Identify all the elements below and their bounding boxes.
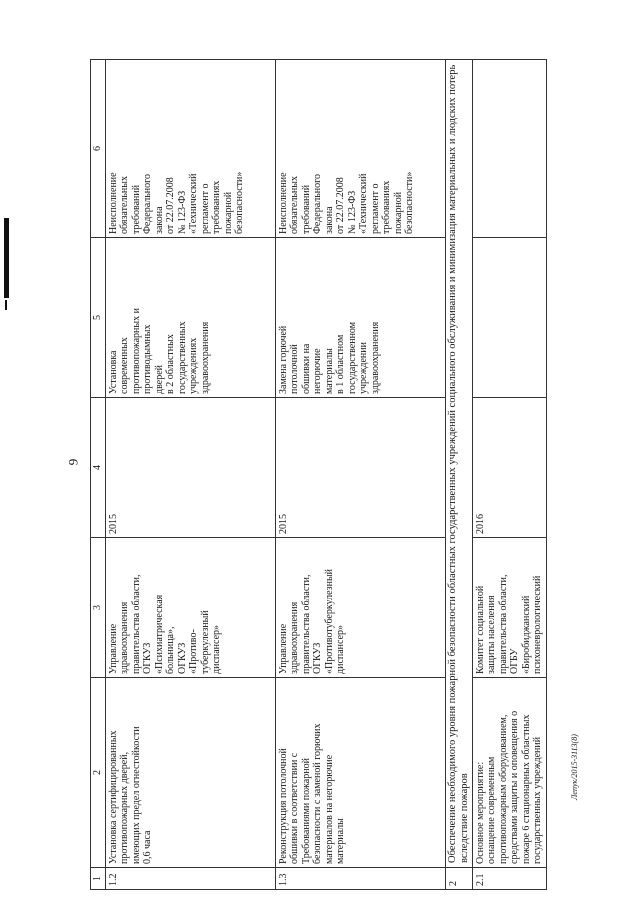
section-row <box>445 60 472 890</box>
header-row <box>91 60 106 890</box>
header-cell: 4 <box>91 398 106 538</box>
header-cell: 5 <box>91 238 106 398</box>
consequence-cell: Неисполнение обязательных требований Федерального закона от 22.07.2008 № 123-ФЗ «Технический регламент о требованиях пожарной безопасности» <box>105 60 275 238</box>
measure-cell: Основное мероприятие: оснащение современным противопожарным оборудованием, средствами защиты и оповещения о пожаре 6 стационарных областных государственных учреждений <box>472 678 546 868</box>
header-cell: 3 <box>91 538 106 678</box>
table-row <box>275 60 445 890</box>
executor-cell: Управление здравоохранения правительства области, ОГКУЗ «Психиатрическая больница», ОГКУЗ «Противо- туберкулезный диспансер» <box>105 538 275 678</box>
scan-artifact <box>4 218 9 298</box>
executor-cell: Комитет социальной защиты населения правительства области, ОГБУ «Биробиджанский психоневрологический <box>472 538 546 678</box>
measure-cell: Реконструкция потолочной обшивки в соответствии с Требованиями пожарной безопасности с заменой горючих материалов на негорючие материалы <box>275 678 445 868</box>
year-cell: 2015 <box>275 398 445 538</box>
executor-cell: Управление здравоохранения правительства области, ОГКУЗ «Противотуберкулезный диспансер» <box>275 538 445 678</box>
header-cell: 1 <box>91 868 106 890</box>
consequence-cell <box>472 60 546 238</box>
measures-table <box>90 59 547 890</box>
section-title: Обеспечение необходимого уровня пожарной безопасности областных государственных учреждений социального обслуживания и минимизация материальных и людских потерь вследствие пожаров <box>445 60 472 868</box>
header-cell: 2 <box>91 678 106 868</box>
section-number: 2 <box>445 868 472 890</box>
table-row <box>105 60 275 890</box>
header-cell: 6 <box>91 60 106 238</box>
result-cell: Установка современных противопожарных и противодымных дверей в 2 областных государственных учреждениях здравоохранения <box>105 238 275 398</box>
scan-artifact-small <box>5 300 7 310</box>
document-code: Лепук/2015-3113(8) <box>570 734 579 800</box>
row-number: 1.2 <box>105 868 275 890</box>
page-number: 9 <box>65 458 81 466</box>
result-cell <box>472 238 546 398</box>
rotated-table-container <box>90 60 544 890</box>
table-row <box>472 60 546 890</box>
year-cell: 2016 <box>472 398 546 538</box>
row-number: 2.1 <box>472 868 546 890</box>
result-cell: Замена горючей потолочной обшивки на негорючие материалы в 1 областном государственном учреждении здравоохранения <box>275 238 445 398</box>
row-number: 1.3 <box>275 868 445 890</box>
year-cell: 2015 <box>105 398 275 538</box>
measure-cell: Установка сертифицированных противопожарных дверей, имеющих предел огнестойкости 0,6 часа <box>105 678 275 868</box>
consequence-cell: Неисполнение обязательных требований Федерального закона от 22.07.2008 № 123-ФЗ «Технический регламент о требованиях пожарной безопасности» <box>275 60 445 238</box>
